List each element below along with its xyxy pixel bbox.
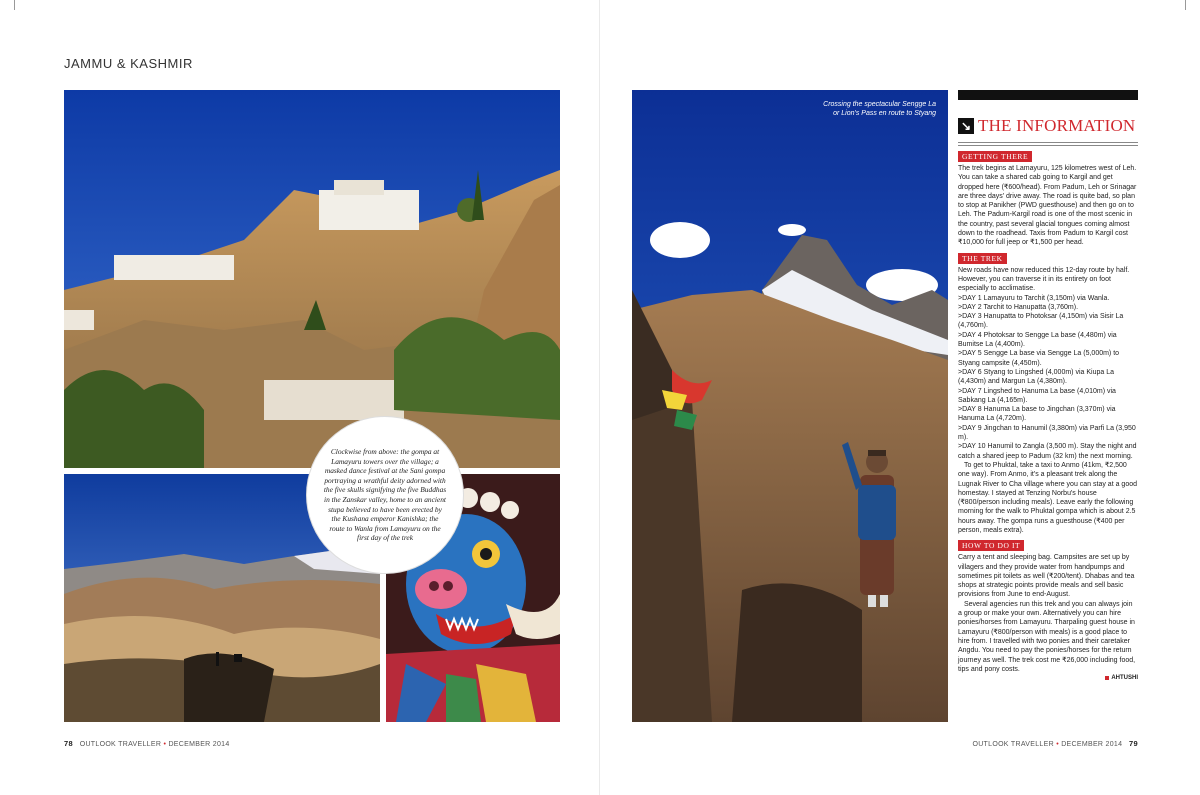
how-to-do-it-heading: HOW TO DO IT [958,540,1024,551]
author-name: AHTUSHI [1111,675,1138,682]
page-number: 78 [64,739,73,748]
author-credit [958,675,1138,681]
trek-day-item: >DAY 6 Styang to Lingshed (4,000m) via Kiupa La (4,430m) and Margun La (4,380m). [958,368,1114,386]
trek-day-item: >DAY 9 Jingchan to Hanumil (3,380m) via Parfi La (3,950 m). [958,424,1136,442]
lamayuru-gompa-photo [64,90,560,468]
folio-dot-icon: • [163,741,167,748]
trek-day-item: >DAY 7 Lingshed to Hanuma La base (4,010m) via Sabkang La (4,165m). [958,387,1116,404]
folio-dot-icon: • [1056,741,1059,748]
magazine-name: OUTLOOK TRAVELLER [972,741,1054,748]
crop-mark [14,0,15,10]
pass-photo-caption: Crossing the spectacular Sengge La or Lion's Pass en route to Styang [823,101,936,117]
the-trek-heading: THE TREK [958,253,1007,264]
issue-date: DECEMBER 2014 [1061,741,1123,748]
credit-square-icon [1105,676,1109,680]
info-title [958,116,1138,143]
trek-day-item: >DAY 1 Lamayuru to Tarchit (3,150m) via Wanla. [958,294,1110,302]
trek-day-item: >DAY 3 Hanupatta to Photoksar (4,150m) via Sisir La (4,760m). [958,313,1124,330]
how-to-do-it-text-2: Several agencies run this trek and you can always join a group or make your own. Alternatively you can hire ponies/horses from Lamayuru. Tharpaling guest house in Lamayuru (₹800/person with meals) is a good place to hire from. I travelled with two ponies and their caretaker Angdu. You need to pay the ponies/horses for the return journey as well. The trek cost me ₹26,000 including food, tips and pony costs. [958,600,1136,673]
info-divider [958,145,1138,146]
page-number: 79 [1129,739,1138,748]
crop-mark [1185,0,1186,10]
phuktal-text: To get to Phuktal, take a taxi to Anmo (41km, ₹2,500 one way). From Anmo, it's a pleasant trek along the Lugnak River to Cha village where you can stay at a good homestay. I stayed at Tenzing Norbu's house (₹800/person including meals). Leave early the following morning for the walk to Phuktal gompa which is about 2.5 hours away. The gompa runs a guesthouse (₹400 per person, meals extra). [958,461,1137,534]
how-to-do-it-text-1: Carry a tent and sleeping bag. Campsites are set up by villagers and they provide water from handpumps and sometimes pit toilets as well (₹200/tent). Dhabas and tea shops at strategic points provide meals and sell basic provisions from June to end-August. [958,554,1135,599]
right-page [600,0,1200,795]
trek-day-item: >DAY 10 Hanumil to Zangla (3,500 m). Stay the night and catch a shared jeep to Padum (32 km) the next morning. [958,443,1137,460]
arrow-down-right-icon: ↘ [958,118,974,134]
right-folio [972,739,1138,748]
trek-day-item: >DAY 5 Sengge La base via Sengge La (5,000m) to Styang campsite (4,450m). [958,350,1120,367]
magazine-name: OUTLOOK TRAVELLER [79,741,162,748]
photo-caption: Clockwise from above: the gompa at Lamayuru towers over the village; a masked dance festival at the Sani gompa portraying a wrathful deity adorned with the five skulls signifying the five Buddhas in the Zanskar valley, home to an ancient stupa believed to have been erected by the Kushana emperor Kanishka; the route to Wanla from Lamayuru on the first day of the trek [323,447,447,543]
sengge-la-photo [632,90,948,722]
section-heading: JAMMU & KASHMIR [64,56,193,71]
trek-day-item: >DAY 8 Hanuma La base to Jingchan (3,370m) via Hanuma La (4,720m). [958,406,1116,423]
the-trek-intro: New roads have now reduced this 12-day route by half. However, you can traverse it in its entirety on foot especially to acclimatise. [958,266,1130,293]
getting-there-heading: GETTING THERE [958,151,1032,162]
issue-date: DECEMBER 2014 [168,741,230,748]
left-folio [64,739,230,748]
information-box [958,90,1138,681]
info-heading: THE INFORMATION [978,116,1136,135]
getting-there-text: The trek begins at Lamayuru, 125 kilometres west of Leh. You can take a shared cab going to Kargil and get dropped here (₹600/head). From Padum, Leh or Srinagar are three days' drive away. The road is quite bad, so plan to stop at Panikher (PWD guesthouse) and then go on to Leh. The Padum-Kargil road is one of the most scenic in the country, past several glacial tongues coming almost down to the roadhead. Taxis from Padum to Kargil cost ₹10,000 for full jeep or ₹1,500 per head. [958,165,1137,247]
trek-day-item: >DAY 2 Tarchit to Hanupatta (3,760m). [958,303,1079,311]
photo-caption-circle [307,417,463,573]
trek-day-item: >DAY 4 Photoksar to Sengge La base (4,480m) via Bumitse La (4,400m). [958,331,1117,349]
info-top-bar [958,90,1138,100]
